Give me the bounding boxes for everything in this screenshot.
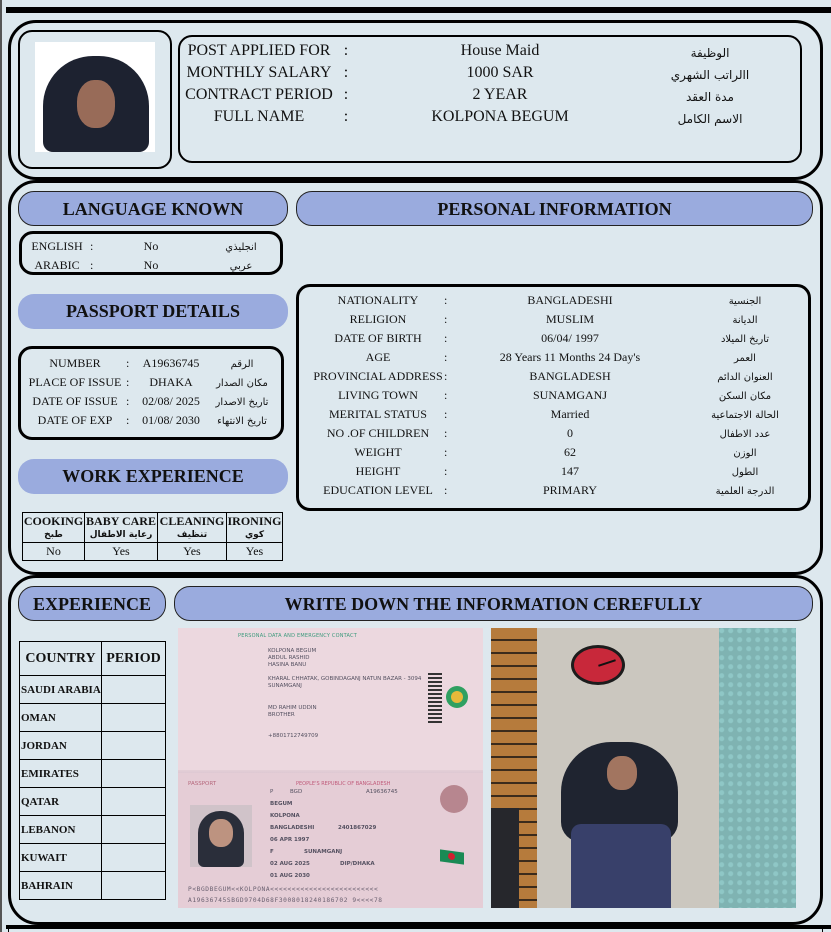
pp-district: SUNAMGANJ <box>268 683 302 689</box>
personal-value: BANGLADESH <box>529 369 611 383</box>
work-value-baby-care: Yes <box>85 543 158 561</box>
pp-mother: HASINA BANU <box>268 662 307 668</box>
personal-arabic: تاريخ الميلاد <box>720 334 770 345</box>
language-value: No <box>143 258 159 272</box>
pp-authority: DIP/DHAKA <box>340 861 375 867</box>
language-arabic: انجليذي <box>225 242 257 253</box>
work-value-cooking: No <box>23 543 85 561</box>
colon: : <box>444 369 448 383</box>
personal-label: LIVING TOWN <box>338 388 418 402</box>
pp-country-code: BGD <box>290 789 303 795</box>
period-cell[interactable] <box>102 760 166 788</box>
personal-value: 62 <box>564 445 576 459</box>
passport-arabic: مكان الصدار <box>216 378 268 389</box>
passport-row-issue <box>26 394 276 413</box>
personal-arabic: الجنسية <box>728 296 762 307</box>
period-cell[interactable] <box>102 704 166 732</box>
period-cell[interactable] <box>102 732 166 760</box>
passport-data-page <box>178 628 483 770</box>
passport-bio-page <box>178 773 483 908</box>
personal-row <box>300 464 800 483</box>
experience-heading: EXPERIENCE <box>18 586 166 621</box>
passport-row-expiry <box>26 413 276 432</box>
job-value: 1000 SAR <box>466 64 534 81</box>
personal-arabic: الوزن <box>733 448 757 459</box>
language-label: ARABIC <box>34 258 80 272</box>
candidate-photo <box>35 42 155 152</box>
colon: : <box>444 350 448 364</box>
personal-row <box>300 312 800 331</box>
personal-label: NO .OF CHILDREN <box>326 426 430 440</box>
bangladesh-flag-icon <box>440 849 464 864</box>
job-row-salary <box>180 64 780 86</box>
personal-row <box>300 331 800 350</box>
work-col-cooking: COOKING طبخ <box>23 513 85 543</box>
pp-passport-label: PASSPORT <box>188 781 217 787</box>
work-value-cleaning: Yes <box>158 543 227 561</box>
colon: : <box>444 312 448 326</box>
seal-icon <box>446 686 468 708</box>
personal-label: WEIGHT <box>354 445 402 459</box>
pp-expiry: 01 AUG 2030 <box>270 873 310 879</box>
wall-clock-icon <box>571 645 625 685</box>
experience-row <box>20 788 166 816</box>
colon: : <box>90 239 94 253</box>
colon: : <box>126 413 130 427</box>
personal-arabic: الديانة <box>732 315 758 326</box>
job-value: KOLPONA BEGUM <box>431 108 569 125</box>
passport-arabic: تاريخ الاصدار <box>215 397 269 408</box>
passport-label: DATE OF EXP <box>37 413 113 427</box>
job-value: House Maid <box>460 42 540 59</box>
country-cell: QATAR <box>20 788 102 816</box>
language-row-english <box>26 239 276 258</box>
experience-row <box>20 816 166 844</box>
work-col-baby-care: BABY CARE رعاية الاطفال <box>85 513 158 543</box>
pp-name: KOLPONA BEGUM <box>268 648 317 654</box>
period-cell[interactable] <box>102 872 166 900</box>
pp-dob: 06 APR 1997 <box>270 837 310 843</box>
experience-row <box>20 760 166 788</box>
passport-arabic: تاريخ الانتهاء <box>217 416 267 427</box>
personal-value: PRIMARY <box>542 483 598 497</box>
personal-arabic: الطول <box>731 467 759 478</box>
colon: : <box>126 356 130 370</box>
work-col-ironing: IRONING كوي <box>227 513 283 543</box>
passport-label: NUMBER <box>49 356 101 370</box>
colon: : <box>444 293 448 307</box>
page-left-edge <box>0 0 2 932</box>
experience-row <box>20 732 166 760</box>
language-label: ENGLISH <box>31 239 83 253</box>
personal-arabic: عدد الاطفال <box>719 429 771 440</box>
pp-emergency-name: MD RAHIM UDDIN <box>268 705 317 711</box>
job-row-post <box>180 42 780 64</box>
passport-photo <box>190 805 252 867</box>
personal-row <box>300 350 800 369</box>
personal-row <box>300 388 800 407</box>
personal-arabic: مكان السكن <box>718 391 772 402</box>
language-known-heading: LANGUAGE KNOWN <box>18 191 288 226</box>
work-col-cleaning: CLEANING تنظيف <box>158 513 227 543</box>
pp-passport-no: A19636745 <box>366 789 398 795</box>
colon: : <box>126 375 130 389</box>
passport-row-place <box>26 375 276 394</box>
job-label: FULL NAME <box>213 108 305 125</box>
period-cell[interactable] <box>102 844 166 872</box>
pp-surname: BEGUM <box>270 801 293 807</box>
personal-arabic: الدرجة العلمية <box>715 486 775 497</box>
personal-arabic: العمر <box>734 353 756 364</box>
write-down-heading: WRITE DOWN THE INFORMATION CEREFULLY <box>174 586 813 621</box>
mrz-line-2: A19636745SBGD9704D68F3008018240186702 9<<<<78 <box>188 897 383 904</box>
experience-row <box>20 676 166 704</box>
pp-relationship: BROTHER <box>268 712 295 718</box>
colon: : <box>444 407 448 421</box>
passport-value: 02/08/ 2025 <box>142 394 200 408</box>
pp-personal-no: 2401867029 <box>338 825 377 831</box>
country-cell: KUWAIT <box>20 844 102 872</box>
pp-father: ABDUL RASHID <box>268 655 310 661</box>
country-cell: BAHRAIN <box>20 872 102 900</box>
pp-issue-date: 02 AUG 2025 <box>270 861 310 867</box>
colon: : <box>444 426 448 440</box>
experience-row <box>20 844 166 872</box>
pp-address: KHARAL CHHATAK, GOBINDAGANJ NATUN BAZAR - 3094 <box>268 676 422 682</box>
work-value-ironing: Yes <box>227 543 283 561</box>
job-row-contract <box>180 86 780 108</box>
personal-value: BANGLADESHI <box>527 293 613 307</box>
personal-label: MERITAL STATUS <box>329 407 427 421</box>
country-cell: EMIRATES <box>20 760 102 788</box>
personal-row <box>300 293 800 312</box>
passport-arabic: الرقم <box>230 359 254 370</box>
experience-table <box>19 641 166 900</box>
passport-value: A19636745 <box>142 356 200 370</box>
personal-value: MUSLIM <box>545 312 594 326</box>
colon: : <box>90 258 94 272</box>
work-experience-table <box>22 512 283 561</box>
country-cell: LEBANON <box>20 816 102 844</box>
job-arabic: الوظيفة <box>690 46 730 60</box>
passport-label: PLACE OF ISSUE <box>28 375 122 389</box>
colon: : <box>343 64 349 81</box>
country-header: COUNTRY <box>20 642 102 676</box>
personal-arabic: الحالة الاجتماعية <box>711 410 779 421</box>
language-row-arabic <box>26 258 276 277</box>
colon: : <box>343 108 349 125</box>
personal-value: Married <box>550 407 590 421</box>
top-bar <box>6 7 831 13</box>
job-row-name <box>180 108 780 130</box>
barcode-icon <box>428 673 442 723</box>
experience-row <box>20 704 166 732</box>
colon: : <box>444 388 448 402</box>
pp-sex: F <box>270 849 274 855</box>
personal-arabic: العنوان الدائم <box>717 372 773 383</box>
job-arabic: مدة العقد <box>686 90 734 104</box>
colon: : <box>343 42 349 59</box>
period-cell[interactable] <box>102 788 166 816</box>
personal-label: RELIGION <box>349 312 407 326</box>
passport-row-number <box>26 356 276 375</box>
full-body-photo <box>491 628 796 908</box>
colon: : <box>444 464 448 478</box>
personal-label: HEIGHT <box>355 464 401 478</box>
job-arabic: الاسم الكامل <box>677 112 743 126</box>
passport-value: 01/08/ 2030 <box>142 413 200 427</box>
colon: : <box>444 445 448 459</box>
period-cell[interactable] <box>102 816 166 844</box>
personal-row <box>300 407 800 426</box>
pp-telephone: +8801712749709 <box>268 733 319 739</box>
colon: : <box>444 483 448 497</box>
pp-republic: PEOPLE'S REPUBLIC OF BANGLADESH <box>296 781 391 787</box>
job-label: MONTHLY SALARY <box>186 64 332 81</box>
personal-label: AGE <box>365 350 391 364</box>
job-label: CONTRACT PERIOD <box>185 86 333 103</box>
language-arabic: عربي <box>229 261 253 272</box>
personal-label: DATE OF BIRTH <box>334 331 422 345</box>
personal-label: PROVINCIAL ADDRESS <box>313 369 443 383</box>
personal-row <box>300 369 800 388</box>
experience-row <box>20 872 166 900</box>
job-arabic: االراتب الشهري <box>670 68 750 82</box>
language-value: No <box>143 239 159 253</box>
passport-label: DATE OF ISSUE <box>32 394 118 408</box>
mrz-line-1: P<BGDBEGUM<<KOLPONA<<<<<<<<<<<<<<<<<<<<<<<<< <box>188 886 379 893</box>
personal-row <box>300 445 800 464</box>
personal-value: 0 <box>567 426 573 440</box>
passport-scan-image <box>178 628 483 908</box>
pp-type: P <box>270 789 274 795</box>
personal-row <box>300 426 800 445</box>
pp-nationality: BANGLADESHI <box>270 825 315 831</box>
personal-label: NATIONALITY <box>337 293 419 307</box>
country-cell: JORDAN <box>20 732 102 760</box>
country-cell: SAUDI ARABIA <box>20 676 102 704</box>
colon: : <box>444 331 448 345</box>
personal-value: 28 Years 11 Months 24 Day's <box>499 350 641 364</box>
passport-details-heading: PASSPORT DETAILS <box>18 294 288 329</box>
personal-value: SUNAMGANJ <box>532 388 607 402</box>
personal-value: 147 <box>561 464 579 478</box>
period-header: PERIOD <box>102 642 166 676</box>
personal-label: EDUCATION LEVEL <box>323 483 433 497</box>
passport-heading: PERSONAL DATA AND EMERGENCY CONTACT <box>238 633 358 639</box>
colon: : <box>343 86 349 103</box>
personal-information-heading: PERSONAL INFORMATION <box>296 191 813 226</box>
job-label: POST APPLIED FOR <box>187 42 331 59</box>
country-cell: OMAN <box>20 704 102 732</box>
personal-value: 06/04/ 1997 <box>541 331 599 345</box>
work-experience-heading: WORK EXPERIENCE <box>18 459 288 494</box>
pp-birth-place: SUNAMGANJ <box>304 849 343 855</box>
personal-row <box>300 483 800 502</box>
passport-value: DHAKA <box>149 375 193 389</box>
hologram-icon <box>440 785 468 813</box>
period-cell[interactable] <box>102 676 166 704</box>
pp-given-name: KOLPONA <box>270 813 300 819</box>
colon: : <box>126 394 130 408</box>
job-value: 2 YEAR <box>472 86 528 103</box>
